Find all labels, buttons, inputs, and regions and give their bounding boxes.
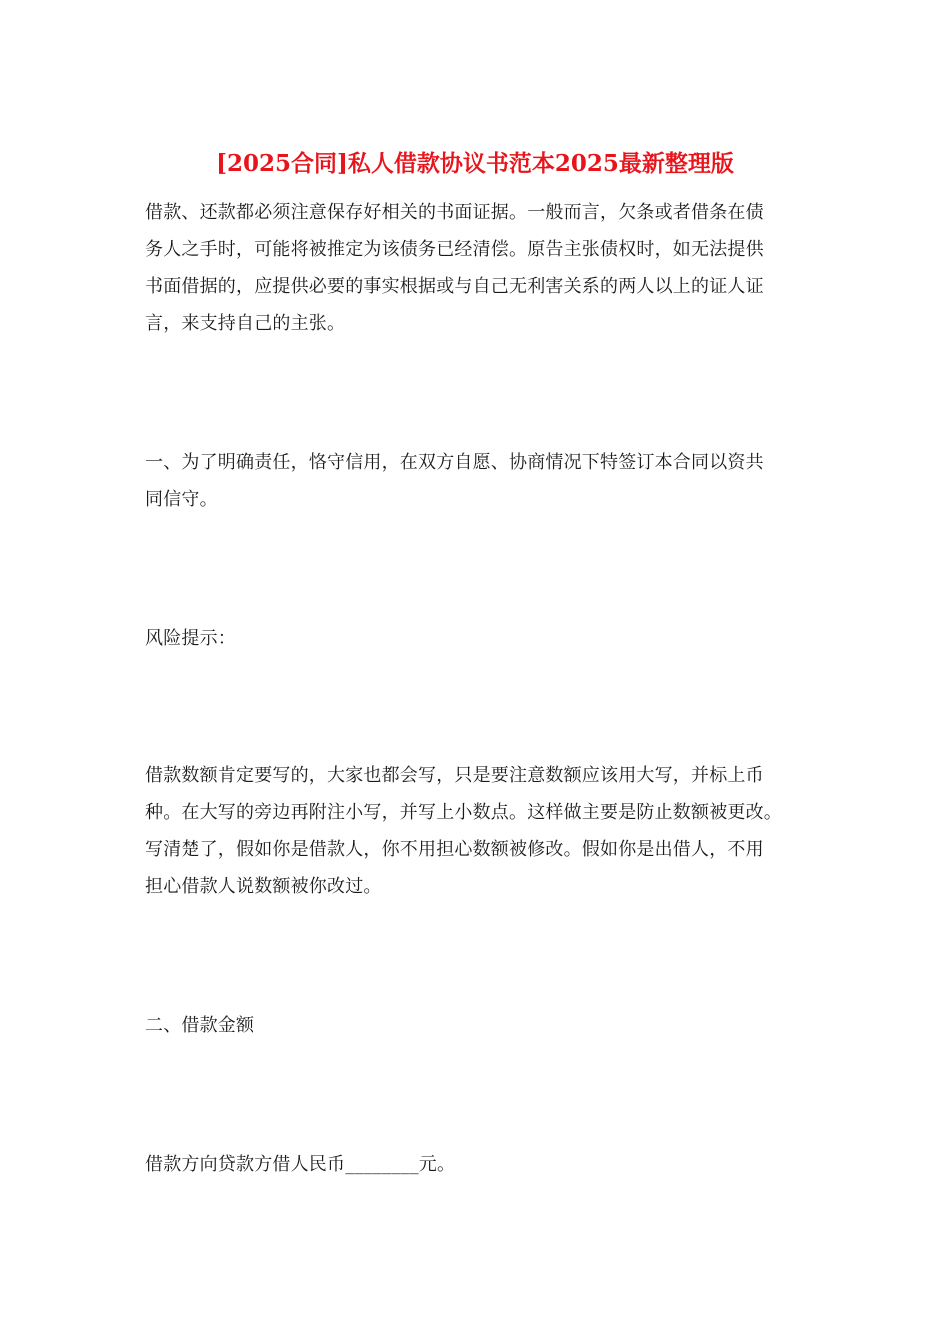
intro-line: 书面借据的，应提供必要的事实根据或与自己无利害关系的两人以上的证人证 <box>145 276 764 297</box>
document-title: [2025合同]私人借款协议书范本2025最新整理版 <box>216 150 734 177</box>
risk-heading: 风险提示： <box>145 628 236 649</box>
risk-line: 种。在大写的旁边再附注小写，并写上小数点。这样做主要是防止数额被更改。 <box>145 802 782 823</box>
section-one-line: 同信守。 <box>145 489 218 510</box>
intro-paragraph <box>145 194 810 342</box>
section-one-line: 一、为了明确责任，恪守信用，在双方自愿、协商情况下特签订本合同以资共 <box>145 452 764 473</box>
risk-line: 写清楚了，假如你是借款人，你不用担心数额被修改。假如你是出借人，不用 <box>145 839 764 860</box>
risk-line: 借款数额肯定要写的，大家也都会写，只是要注意数额应该用大写，并标上币 <box>145 765 764 786</box>
intro-line: 借款、还款都必须注意保存好相关的书面证据。一般而言，欠条或者借条在债 <box>145 202 764 223</box>
section-two-heading: 二、借款金额 <box>145 1015 255 1036</box>
loan-amount-line: 借款方向贷款方借人民币________元。 <box>145 1154 456 1175</box>
risk-line: 担心借款人说数额被你改过。 <box>145 876 382 897</box>
risk-paragraph <box>145 757 810 905</box>
section-one-paragraph <box>145 444 810 518</box>
intro-line: 务人之手时，可能将被推定为该债务已经清偿。原告主张债权时，如无法提供 <box>145 239 764 260</box>
intro-line: 言，来支持自己的主张。 <box>145 313 346 334</box>
